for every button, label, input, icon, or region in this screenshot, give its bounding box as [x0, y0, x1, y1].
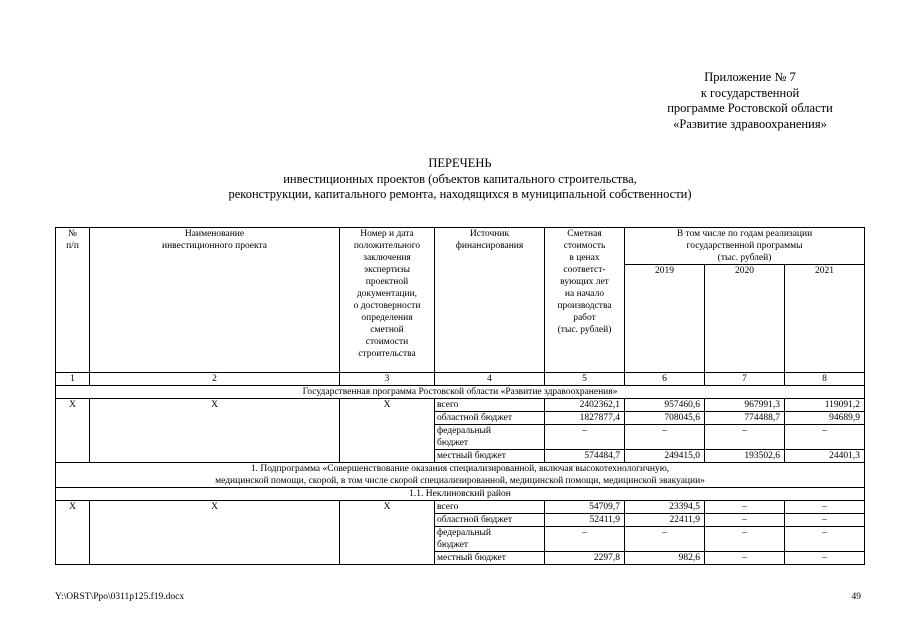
- cost-cell: –: [545, 425, 625, 450]
- program-title: Государственная программа Ростовской области «Развитие здравоохранения»: [56, 386, 865, 399]
- source-cell: федеральный бюджет: [435, 527, 545, 552]
- appendix-line: «Развитие здравоохранения»: [673, 116, 827, 131]
- cost-cell: 54709,7: [545, 501, 625, 514]
- source-cell: местный бюджет: [435, 450, 545, 463]
- header-row: [56, 228, 865, 265]
- year-cell: 957460,6: [625, 399, 705, 412]
- index-cell: 5: [545, 373, 625, 386]
- year-cell: –: [785, 501, 865, 514]
- source-cell: федеральный бюджет: [435, 425, 545, 450]
- year-cell: 24401,3: [785, 450, 865, 463]
- year-cell: –: [705, 501, 785, 514]
- header-cell: 2019: [625, 265, 705, 373]
- cost-cell: 2402362,1: [545, 399, 625, 412]
- appendix-line: к государственной: [700, 85, 800, 100]
- section-row: [56, 463, 865, 488]
- source-cell: местный бюджет: [435, 552, 545, 565]
- header-cell: Номер и дата положительного заключения экспертизы проектной документации, о достоверности определения сметной стоимости строительства: [340, 228, 435, 373]
- title-line: ПЕРЕЧЕНЬ: [428, 156, 492, 170]
- year-cell: –: [785, 425, 865, 450]
- cost-cell: 1827877,4: [545, 412, 625, 425]
- title-line: инвестиционных проектов (объектов капитального строительства,: [283, 171, 637, 186]
- year-cell: 982,6: [625, 552, 705, 565]
- cost-cell: –: [545, 527, 625, 552]
- index-cell: 2: [90, 373, 340, 386]
- subprogram-title: 1. Подпрограмма «Совершенствование оказания специализированной, включая высокотехнологичную, медицинской помощи, скорой, в том числе скорой специализированной, медицинской помощи, медицинской эвакуации»: [56, 463, 865, 488]
- cost-cell: 2297,8: [545, 552, 625, 565]
- year-cell: 708045,6: [625, 412, 705, 425]
- cost-cell: 52411,9: [545, 514, 625, 527]
- index-cell: 3: [340, 373, 435, 386]
- program-x-cell: X: [56, 399, 90, 463]
- district-x-cell: X: [56, 501, 90, 565]
- table-row: [56, 501, 865, 514]
- source-cell: всего: [435, 399, 545, 412]
- header-cell: 2020: [705, 265, 785, 373]
- year-cell: –: [705, 425, 785, 450]
- document-title: [40, 156, 880, 203]
- index-cell: 1: [56, 373, 90, 386]
- index-cell: 6: [625, 373, 705, 386]
- source-cell: областной бюджет: [435, 514, 545, 527]
- year-cell: 119091,2: [785, 399, 865, 412]
- header-cell: В том числе по годам реализации государственной программы (тыс. рублей): [625, 228, 865, 265]
- year-cell: 774488,7: [705, 412, 785, 425]
- year-cell: –: [785, 527, 865, 552]
- year-cell: –: [705, 527, 785, 552]
- program-x-cell: X: [90, 399, 340, 463]
- program-x-cell: X: [340, 399, 435, 463]
- year-cell: 22411,9: [625, 514, 705, 527]
- year-cell: –: [625, 527, 705, 552]
- index-cell: 8: [785, 373, 865, 386]
- district-title: 1.1. Неклиновский район: [56, 488, 865, 501]
- section-row: [56, 488, 865, 501]
- appendix-line: программе Ростовской области: [667, 101, 833, 115]
- year-cell: 967991,3: [705, 399, 785, 412]
- header-cell: Сметная стоимость в ценах соответст- вующих лет на начало производства работ (тыс. рублей): [545, 228, 625, 373]
- appendix-header: [560, 70, 905, 132]
- source-cell: областной бюджет: [435, 412, 545, 425]
- appendix-line: Приложение № 7: [704, 70, 796, 84]
- year-cell: 94689,9: [785, 412, 865, 425]
- district-x-cell: X: [90, 501, 340, 565]
- year-cell: 193502,6: [705, 450, 785, 463]
- investment-projects-table: [55, 227, 865, 565]
- year-cell: 249415,0: [625, 450, 705, 463]
- index-cell: 7: [705, 373, 785, 386]
- index-row: [56, 373, 865, 386]
- section-row: [56, 386, 865, 399]
- title-line: реконструкции, капитального ремонта, находящихся в муниципальной собственности): [228, 187, 692, 201]
- footer-file-path: Y:\ORST\Ppo\0311p125.f19.docx: [55, 592, 185, 602]
- header-cell: Источник финансирования: [435, 228, 545, 373]
- year-cell: –: [705, 552, 785, 565]
- year-cell: –: [785, 514, 865, 527]
- year-cell: –: [625, 425, 705, 450]
- cost-cell: 574484,7: [545, 450, 625, 463]
- year-cell: –: [705, 514, 785, 527]
- year-cell: –: [785, 552, 865, 565]
- district-x-cell: X: [340, 501, 435, 565]
- page-number: 49: [851, 592, 861, 602]
- header-cell: Наименование инвестиционного проекта: [90, 228, 340, 373]
- header-cell: 2021: [785, 265, 865, 373]
- table-row: [56, 399, 865, 412]
- source-cell: всего: [435, 501, 545, 514]
- index-cell: 4: [435, 373, 545, 386]
- header-cell: № п/п: [56, 228, 90, 373]
- year-cell: 23394,5: [625, 501, 705, 514]
